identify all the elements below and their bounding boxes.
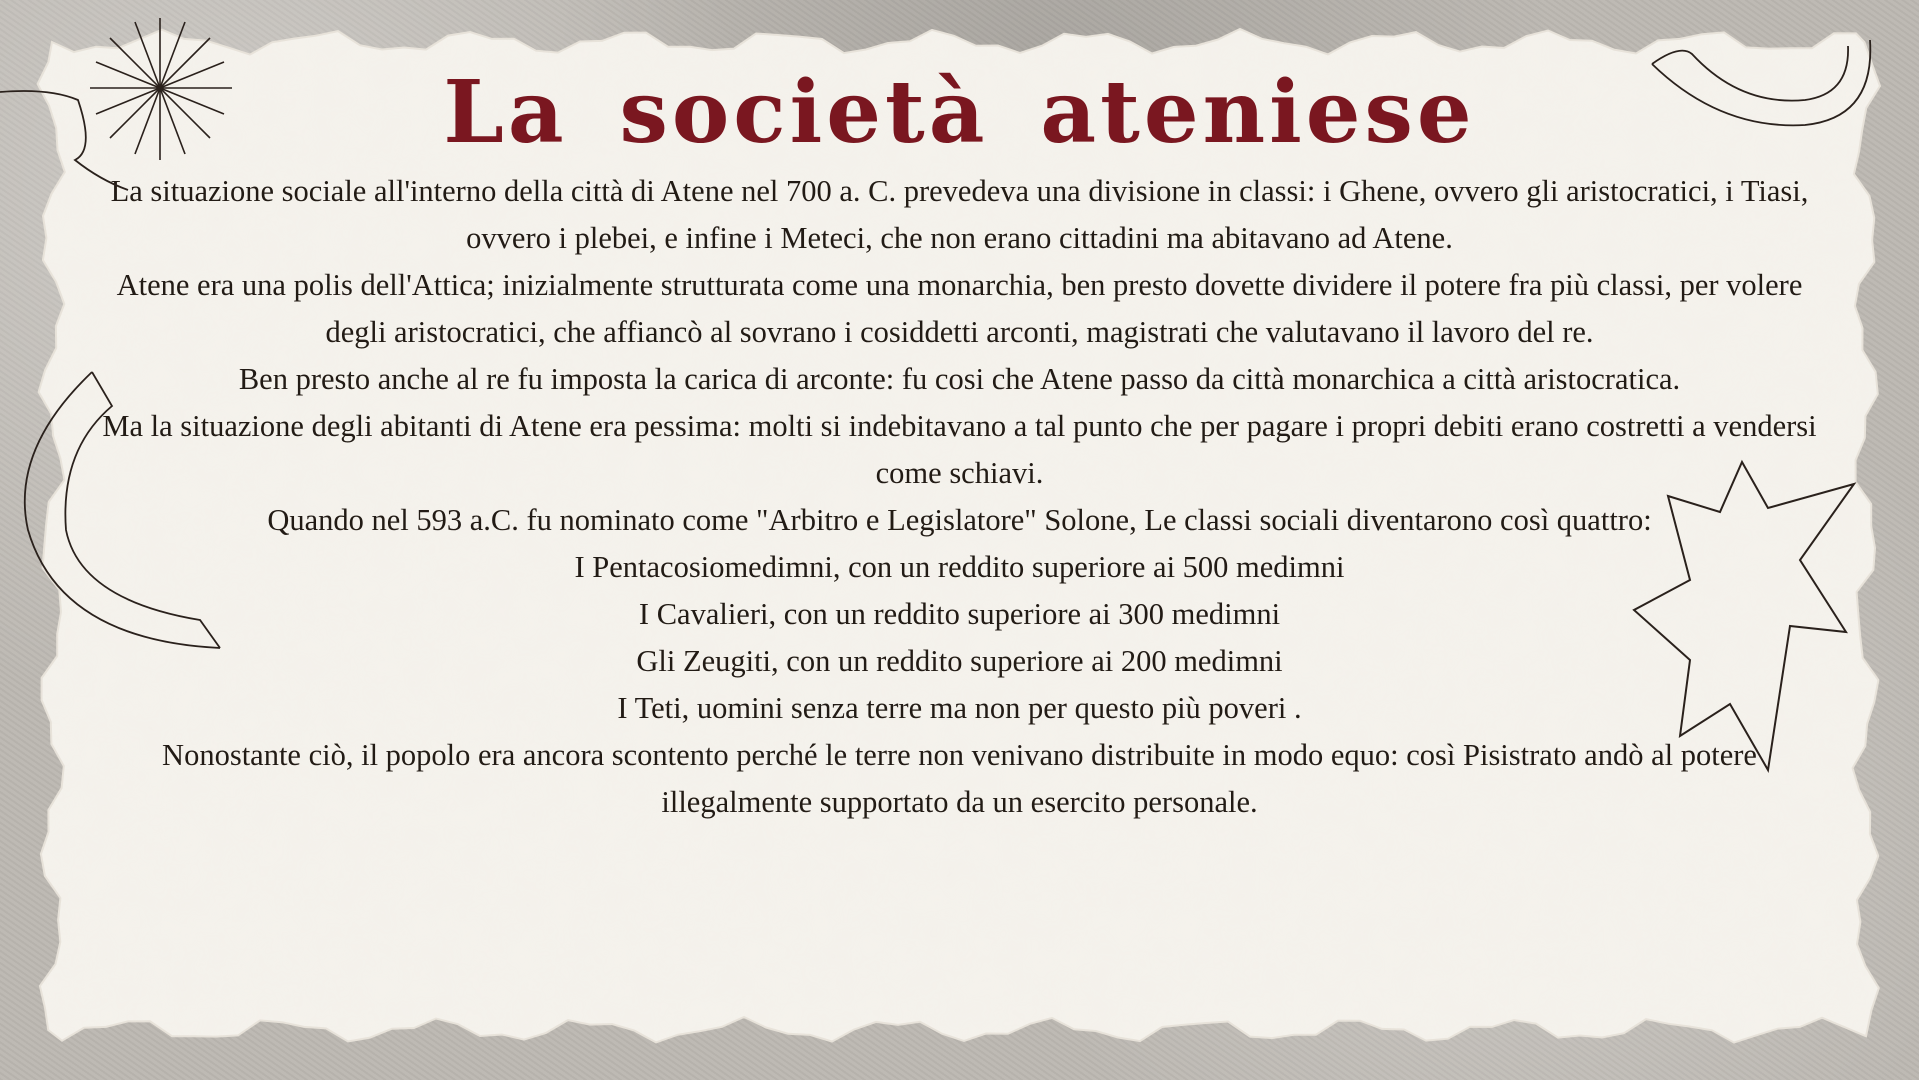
list-item-pentacosiomedimni: I Pentacosiomedimni, con un reddito superiore ai 500 medimni	[574, 550, 1345, 584]
paragraph-debts: Ma la situazione degli abitanti di Atene era pessima: molti si indebitavano a tal punto che per pagare i propri debiti erano costretti a vendersi come schiavi.	[102, 409, 1817, 490]
slide-body	[100, 168, 1819, 826]
paragraph-pisistrato: Nonostante ciò, il popolo era ancora scontento perché le terre non venivano distribuite in modo equo: così Pisistrato andò al potere illegalmente supportato da un esercito personale.	[162, 738, 1757, 819]
paragraph-solone: Quando nel 593 a.C. fu nominato come "Arbitro e Legislatore" Solone, Le classi sociali diventarono così quattro:	[267, 503, 1652, 537]
paragraph-social-classes: La situazione sociale all'interno della città di Atene nel 700 a. C. prevedeva una divisione in classi: i Ghene, ovvero gli aristocratici, i Tiasi, ovvero i plebei, e infine i Meteci, che non erano cittadini ma abitavano ad Atene.	[110, 174, 1809, 255]
list-item-zeugiti: Gli Zeugiti, con un reddito superiore ai 200 medimni	[636, 644, 1283, 678]
list-item-teti: I Teti, uomini senza terre ma non per questo più poveri .	[617, 691, 1302, 725]
paragraph-arconte: Ben presto anche al re fu imposta la carica di arconte: fu cosi che Atene passo da città monarchica a città aristocratica.	[238, 362, 1681, 396]
slide-title: La società ateniese	[443, 62, 1476, 163]
list-item-cavalieri: I Cavalieri, con un reddito superiore ai 300 medimni	[638, 597, 1281, 631]
paragraph-polis: Atene era una polis dell'Attica; inizialmente strutturata come una monarchia, ben presto dovette dividere il potere fra più classi, per volere degli aristocratici, che affiancò al sovrano i cosiddetti arconti, magistrati che valutavano il lavoro del re.	[116, 268, 1803, 349]
slide-content	[100, 60, 1819, 826]
